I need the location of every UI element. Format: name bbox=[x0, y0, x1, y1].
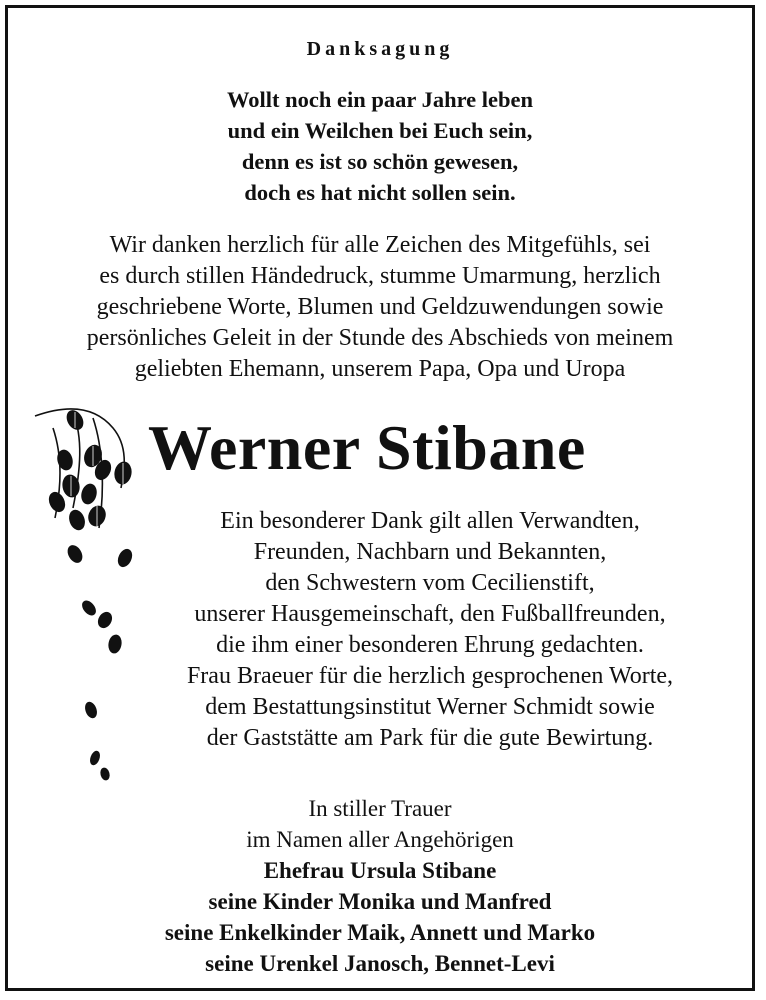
poem-line: Wollt noch ein paar Jahre leben bbox=[226, 87, 534, 112]
special-thanks-line: der Gaststätte am Park für die gute Bewirtung. bbox=[206, 725, 654, 751]
special-thanks-line: die ihm einer besonderen Ehrung gedachten. bbox=[216, 632, 644, 658]
thanks-line: geschriebene Worte, Blumen und Geldzuwendungen sowie bbox=[96, 294, 664, 320]
special-thanks-line: Frau Braeuer für die herzlich gesprochenen Worte, bbox=[186, 663, 674, 689]
thanks-line: persönliches Geleit in der Stunde des Abschieds von meinem bbox=[86, 325, 674, 351]
thanks-paragraph bbox=[8, 230, 752, 385]
mourner-line: seine Enkelkinder Maik, Annett und Marko bbox=[164, 920, 596, 945]
special-thanks-line: den Schwestern vom Cecilienstift, bbox=[265, 570, 595, 596]
mourning-intro-line: In stiller Trauer bbox=[308, 796, 452, 821]
thanks-line: es durch stillen Händedruck, stumme Umarmung, herzlich bbox=[99, 263, 661, 289]
heading: Danksagung bbox=[306, 38, 454, 60]
special-thanks-line: unserer Hausgemeinschaft, den Fußballfreunden, bbox=[194, 601, 666, 627]
mourner-line: Ehefrau Ursula Stibane bbox=[263, 858, 497, 883]
special-thanks bbox=[108, 506, 752, 754]
poem bbox=[8, 84, 752, 208]
poem-line: denn es ist so schön gewesen, bbox=[241, 149, 519, 174]
thanks-line: geliebten Ehemann, unserem Papa, Opa und Uropa bbox=[134, 356, 626, 382]
mourner-line: seine Kinder Monika und Manfred bbox=[208, 889, 552, 914]
thanks-line: Wir danken herzlich für alle Zeichen des Mitgefühls, sei bbox=[109, 232, 651, 258]
special-thanks-line: dem Bestattungsinstitut Werner Schmidt sowie bbox=[205, 694, 655, 720]
obituary-frame bbox=[5, 5, 755, 991]
poem-line: doch es hat nicht sollen sein. bbox=[244, 180, 516, 205]
mourner-line: seine Urenkel Janosch, Bennet-Levi bbox=[205, 951, 555, 976]
poem-line: und ein Weilchen bei Euch sein, bbox=[227, 118, 533, 143]
mourning-intro-line: im Namen aller Angehörigen bbox=[246, 827, 514, 852]
mourning-signature bbox=[8, 793, 752, 979]
special-thanks-line: Freunden, Nachbarn und Bekannten, bbox=[253, 539, 607, 565]
special-thanks-line: Ein besonderer Dank gilt allen Verwandten, bbox=[220, 508, 640, 534]
deceased-name: Werner Stibane bbox=[148, 412, 586, 483]
